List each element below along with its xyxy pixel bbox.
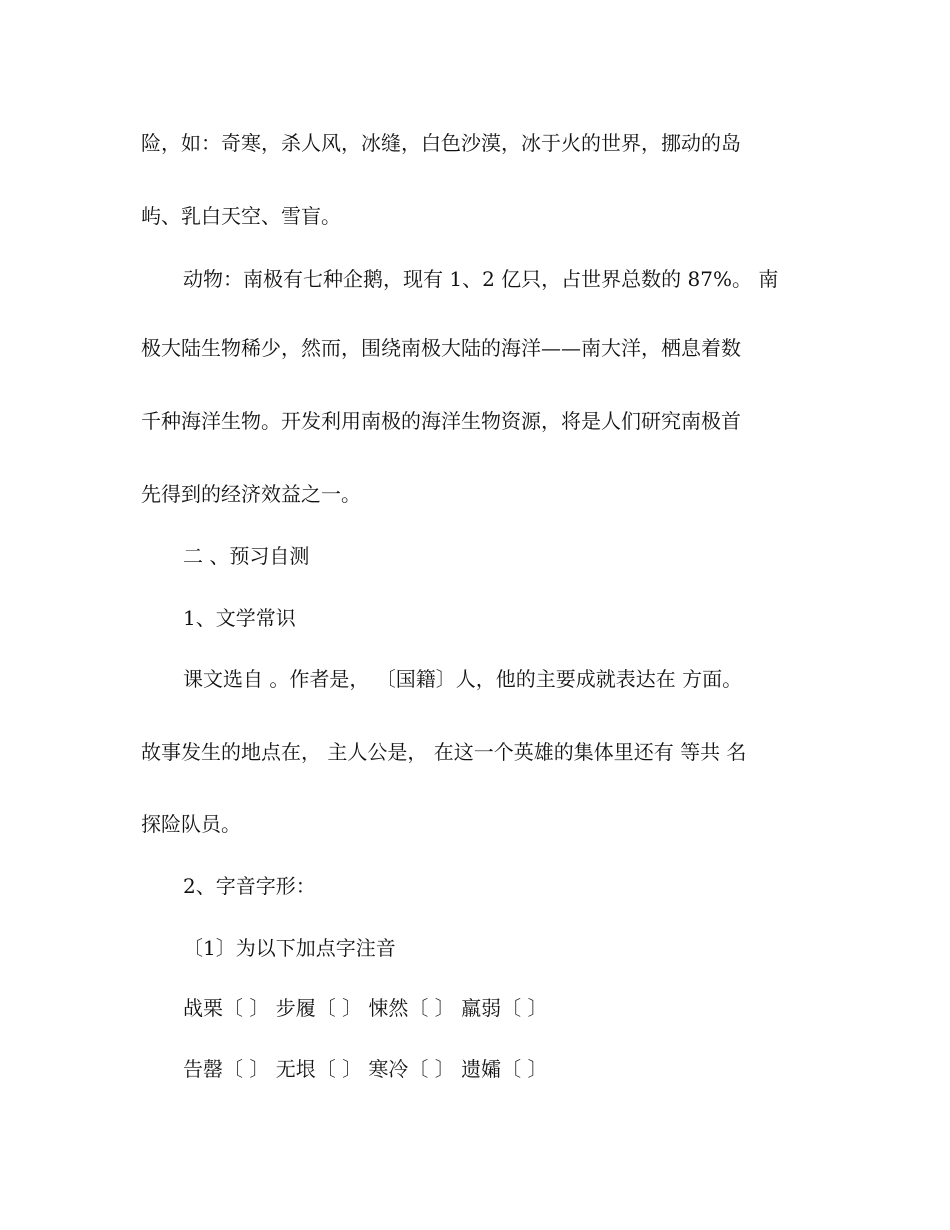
paragraph-line: 故事发生的地点在， 主人公是， 在这一个英雄的集体里还有 等共 名 [141,740,747,764]
paragraph-line: 课文选自 。作者是， 〔国籍〕人，他的主要成就表达在 方面。 [183,667,743,691]
paragraph-line: 极大陆生物稀少，然而，围绕南极大陆的海洋——南大洋，栖息着数 [141,336,741,360]
paragraph-line: 先得到的经济效益之一。 [141,482,361,506]
subsection-heading: 1、文学常识 [183,606,296,630]
paragraph-line: 探险队员。 [141,812,241,836]
paragraph-line: 动物：南极有七种企鹅，现有 1、2 亿只，占世界总数的 87%。 南 [183,267,779,291]
subsection-heading: 2、字音字形： [183,874,316,898]
exercise-line: 告罄〔 〕 无垠〔 〕 寒冷〔 〕 遗孀〔 〕 [183,1057,548,1081]
paragraph-line: 千种海洋生物。开发利用南极的海洋生物资源，将是人们研究南极首 [141,409,741,433]
paragraph-line: 屿、乳白天空、雪盲。 [141,204,341,228]
paragraph-line: 险，如：奇寒，杀人风，冰缝，白色沙漠，冰于火的世界，挪动的岛 [141,131,741,155]
exercise-line: 战栗〔 〕 步履〔 〕 悚然〔 〕 羸弱〔 〕 [183,996,548,1020]
section-heading: 二 、预习自测 [183,544,310,568]
exercise-instruction: 〔1〕为以下加点字注音 [183,936,396,960]
